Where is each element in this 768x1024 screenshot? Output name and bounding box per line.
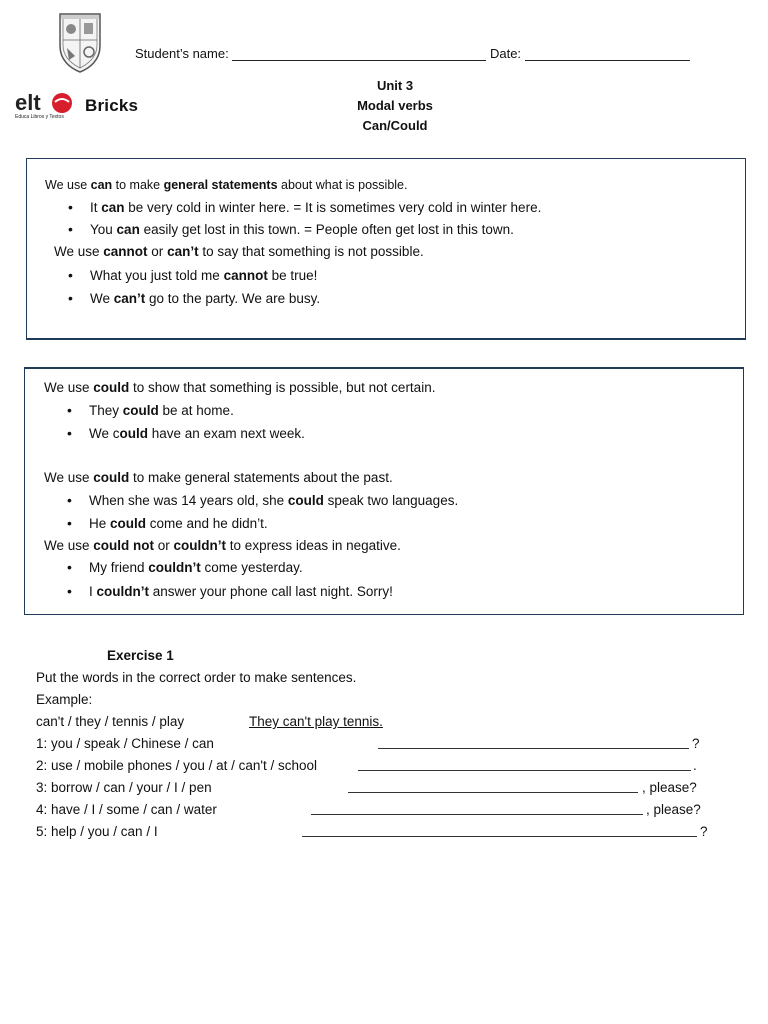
exercise-item-5-answer-line[interactable] [302, 836, 697, 837]
school-crest-logo [57, 12, 103, 74]
could-intro-2: We use could to make general statements about the past. [44, 470, 393, 485]
exercise-item-1-prompt: 1: you / speak / Chinese / can [36, 736, 214, 751]
elt-logo [15, 92, 75, 123]
could-explanation-box [24, 367, 744, 615]
exercise-item-4-answer-line[interactable] [311, 814, 643, 815]
exercise-item-5-prompt: 5: help / you / can / I [36, 824, 158, 839]
exercise-item-3-prompt: 3: borrow / can / your / I / pen [36, 780, 212, 795]
can-example-1: • It can be very cold in winter here. = It is sometimes very cold in winter here. [90, 200, 541, 215]
cannot-intro: We use cannot or can’t to say that something is not possible. [54, 244, 424, 259]
could-example-3: • When she was 14 years old, she could speak two languages. [89, 493, 458, 508]
exercise-instruction: Put the words in the correct order to make sentences. [36, 670, 357, 685]
couldnt-example-1: • My friend couldn’t come yesterday. [89, 560, 303, 575]
exercise-item-2-answer-line[interactable] [358, 770, 691, 771]
exercise-item-3-end: , please? [642, 780, 697, 795]
couldnt-example-2: • I couldn’t answer your phone call last night. Sorry! [89, 584, 393, 599]
example-label: Example: [36, 692, 93, 707]
elt-logo-subtext: Educa Libros y Textos [15, 114, 64, 120]
date-field[interactable] [525, 48, 690, 61]
date-label: Date: [489, 46, 522, 61]
can-example-2: • You can easily get lost in this town. = People often get lost in this town. [90, 222, 514, 237]
example-answer: They can't play tennis. [249, 714, 383, 729]
can-explanation-box [26, 158, 746, 340]
bricks-logo: Bricks [85, 96, 139, 115]
student-info-line [135, 46, 690, 61]
could-intro-1: We use could to show that something is possible, but not certain. [44, 380, 436, 395]
could-example-4: • He could come and he didn’t. [89, 516, 268, 531]
could-example-2: • We could have an exam next week. [89, 426, 305, 441]
exercise-item-4-prompt: 4: have / I / some / can / water [36, 802, 217, 817]
subtopic-title: Can/Could [362, 118, 428, 133]
exercise-item-4-end: , please? [646, 802, 701, 817]
exercise-item-1-answer-line[interactable] [378, 748, 689, 749]
can-intro: We use can to make general statements about what is possible. [45, 178, 408, 192]
unit-title: Unit 3 [376, 78, 414, 93]
exercise-item-1-end: ? [692, 736, 700, 751]
could-intro-3: We use could not or couldn’t to express ideas in negative. [44, 538, 401, 553]
exercise-item-2-prompt: 2: use / mobile phones / you / at / can't / school [36, 758, 317, 773]
exercise-title: Exercise 1 [107, 648, 174, 663]
title-block [300, 76, 490, 136]
example-prompt: can't / they / tennis / play [36, 714, 185, 729]
student-name-field[interactable] [232, 48, 486, 61]
student-name-label: Student’s name: [135, 46, 229, 61]
could-example-1: • They could be at home. [89, 403, 234, 418]
exercise-item-3-answer-line[interactable] [348, 792, 638, 793]
cannot-example-1: • What you just told me cannot be true! [90, 268, 317, 283]
exercise-item-5-end: ? [700, 824, 708, 839]
exercise-item-2-end: . [693, 758, 697, 773]
cannot-example-2: • We can’t go to the party. We are busy. [90, 291, 320, 306]
topic-title: Modal verbs [357, 98, 433, 113]
elt-logo-text: elt [15, 92, 41, 115]
